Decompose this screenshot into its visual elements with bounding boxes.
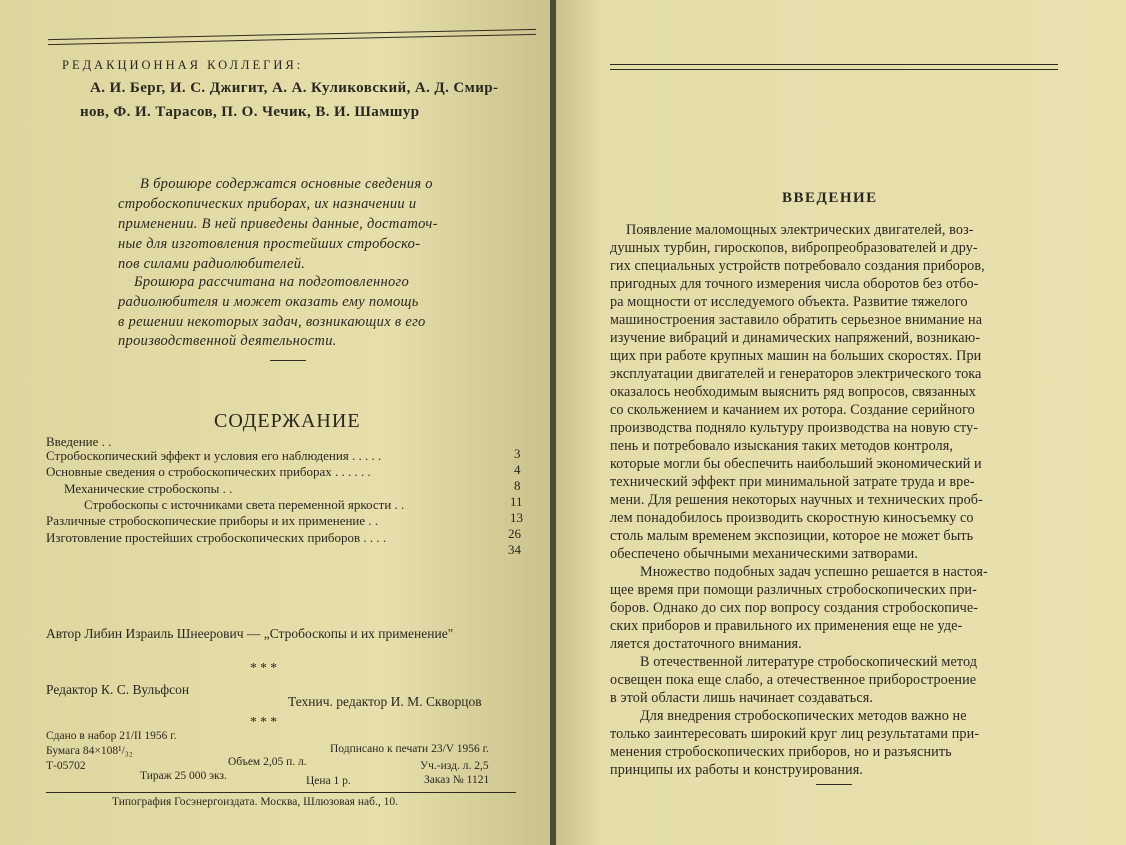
- bottom-divider: [816, 784, 852, 785]
- toc-entry-title: Основные сведения о стробоскопических приборах . . . . . .: [46, 464, 371, 479]
- imprint-print-run: Тираж 25 000 экз.: [140, 770, 227, 782]
- author-line: Автор Либин Израиль Шнеерович — „Стробоскопы и их применение": [46, 626, 454, 641]
- intro-line: пень и потребовало изыскания таких методов контроля,: [610, 438, 954, 454]
- toc-entry-title: Введение . .: [46, 434, 112, 449]
- intro-line: технический эффект при минимальной затрате труда и вре-: [610, 474, 975, 490]
- intro-line: оказалось необходимым выяснить ряд вопросов, связанных: [610, 384, 976, 400]
- intro-line: эксплуатации двигателей и генераторов электрического тока: [610, 366, 982, 382]
- intro-line: мени. Для решения некоторых научных и технических проб-: [610, 492, 983, 508]
- intro-line: душных турбин, гироскопов, вибропреобразователей и дру-: [610, 240, 978, 256]
- editorial-board-line-2: нов, Ф. И. Тарасов, П. О. Чечик, В. И. Шамшур: [80, 104, 420, 120]
- intro-line: щих при работе крупных машин на больших скоростях. При: [610, 348, 982, 364]
- intro-line: лем понадобилось производить скоростную киносъемку со: [610, 510, 974, 526]
- abstract-divider: [270, 360, 306, 361]
- intro-line: освещен пока еще слабо, а отечественное приборостроение: [610, 672, 977, 688]
- toc-entry-page: 3: [514, 446, 521, 461]
- imprint-price: Цена 1 р.: [306, 775, 351, 787]
- abstract-line-8: в решении некоторых задач, возникающих в его: [118, 314, 426, 330]
- imprint-signed: Подписано к печати 23/V 1956 г.: [330, 743, 489, 755]
- toc-entry-7: [46, 530, 386, 546]
- abstract-line-5: пов силами радиолюбителей.: [118, 256, 306, 272]
- toc-entry-2: [46, 448, 381, 464]
- imprint-sent: Сдано в набор 21/II 1956 г.: [46, 730, 177, 742]
- editorial-board-label: РЕДАКЦИОННАЯ КОЛЛЕГИЯ:: [62, 58, 304, 72]
- intro-line: ляется достаточного внимания.: [610, 636, 802, 652]
- intro-line: только заинтересовать широкий круг лиц результатами при-: [610, 726, 980, 742]
- introduction-title: ВВЕДЕНИЕ: [782, 190, 878, 206]
- toc-entry-page: 8: [514, 478, 521, 493]
- imprint-volume: Объем 2,05 п. л.: [228, 756, 307, 768]
- intro-line: которые могли бы обеспечить наибольший экономический и: [610, 456, 982, 472]
- toc-entry-title: Стробоскопы с источниками света переменной яркости . .: [84, 497, 405, 512]
- imprint-code: Т-05702: [46, 760, 86, 772]
- toc-entry-title: Различные стробоскопические приборы и их применение . .: [46, 513, 379, 528]
- toc-entry-title: Механические стробоскопы . .: [64, 481, 233, 496]
- intro-line: Появление маломощных электрических двигателей, воз-: [626, 222, 974, 238]
- abstract-line-1: В брошюре содержатся основные сведения о: [140, 176, 433, 192]
- intro-line: машиностроения заставило обратить серьезное внимание на: [610, 312, 983, 328]
- toc-entry-6: [46, 513, 378, 529]
- tech-editor-line: Технич. редактор И. М. Скворцов: [288, 694, 482, 709]
- abstract-line-6: Брошюра рассчитана на подготовленного: [134, 274, 410, 290]
- toc-entry-title: Стробоскопический эффект и условия его наблюдения . . . . .: [46, 448, 382, 463]
- top-rule: [610, 64, 1058, 65]
- intro-line: щее время при помощи различных стробоскопических при-: [610, 582, 977, 598]
- intro-line: пригодных для точного измерения числа оборотов без отбо-: [610, 276, 979, 292]
- intro-line: принципы их работы и конструирования.: [610, 762, 863, 778]
- intro-line: Для внедрения стробоскопических методов важно не: [640, 708, 967, 724]
- intro-line: в этой области лишь начинает создаваться.: [610, 690, 873, 706]
- imprint-order: Заказ № 1121: [424, 774, 490, 786]
- intro-line: ских приборов и правильного их применения еще не уде-: [610, 618, 963, 634]
- editorial-board-line-1: А. И. Берг, И. С. Джигит, А. А. Куликовский, А. Д. Смир-: [90, 80, 499, 96]
- stars-divider: * * *: [250, 714, 277, 729]
- abstract-line-7: радиолюбителя и может оказать ему помощь: [118, 294, 419, 310]
- intro-line: Множество подобных задач успешно решается в настоя-: [640, 564, 988, 580]
- editor-line: Редактор К. С. Вульфсон: [46, 682, 190, 697]
- imprint-rule: [46, 792, 516, 793]
- imprint-printer: Типография Госэнергоиздата. Москва, Шлюзовая наб., 10.: [112, 796, 398, 808]
- intro-line: боров. Однако до сих пор вопросу создания стробоскопиче-: [610, 600, 979, 616]
- intro-line: В отечественной литературе стробоскопический метод: [640, 654, 978, 670]
- stars-divider: * * *: [250, 660, 277, 675]
- imprint-paper: Бумага 84×108¹/₃₂: [46, 745, 133, 757]
- toc-entry-title: Изготовление простейших стробоскопических приборов . . . .: [46, 530, 387, 545]
- toc-entry-page: 11: [510, 494, 523, 509]
- intro-line: производства подняло культуру производства на новую сту-: [610, 420, 979, 436]
- abstract-line-4: ные для изготовления простейших стробоско-: [118, 236, 421, 252]
- toc-entry-page: 13: [510, 510, 523, 525]
- abstract-line-2: стробоскопических приборах, их назначении и: [118, 196, 417, 212]
- top-rule-double: [48, 34, 536, 45]
- toc-title: СОДЕРЖАНИЕ: [214, 410, 361, 432]
- toc-entry-page: 34: [508, 542, 521, 557]
- toc-entry-4: [64, 481, 232, 497]
- intro-line: обеспечено обычными механическими затворами.: [610, 546, 918, 562]
- intro-line: гих специальных устройств потребовало создания приборов,: [610, 258, 985, 274]
- intro-line: ра мощности от исследуемого объекта. Развитие тяжелого: [610, 294, 968, 310]
- intro-line: менения стробоскопических приборов, но и разъяснить: [610, 744, 952, 760]
- toc-entry-page: 26: [508, 526, 521, 541]
- intro-line: со скольжением и качанием их ротора. Создание серийного: [610, 402, 975, 418]
- imprint-accounting: Уч.-изд. л. 2,5: [420, 760, 489, 772]
- toc-entry-5: [84, 497, 404, 513]
- toc-entry-3: [46, 464, 371, 480]
- abstract-line-3: применении. В ней приведены данные, достаточ-: [118, 216, 438, 232]
- intro-line: столь малым временем экспозиции, которое не может быть: [610, 528, 974, 544]
- intro-line: изучение вибраций и динамических напряжений, возникаю-: [610, 330, 981, 346]
- toc-entry-page: 4: [514, 462, 521, 477]
- top-rule-double: [610, 69, 1058, 70]
- abstract-line-9: производственной деятельности.: [118, 333, 337, 349]
- left-page: [0, 0, 552, 845]
